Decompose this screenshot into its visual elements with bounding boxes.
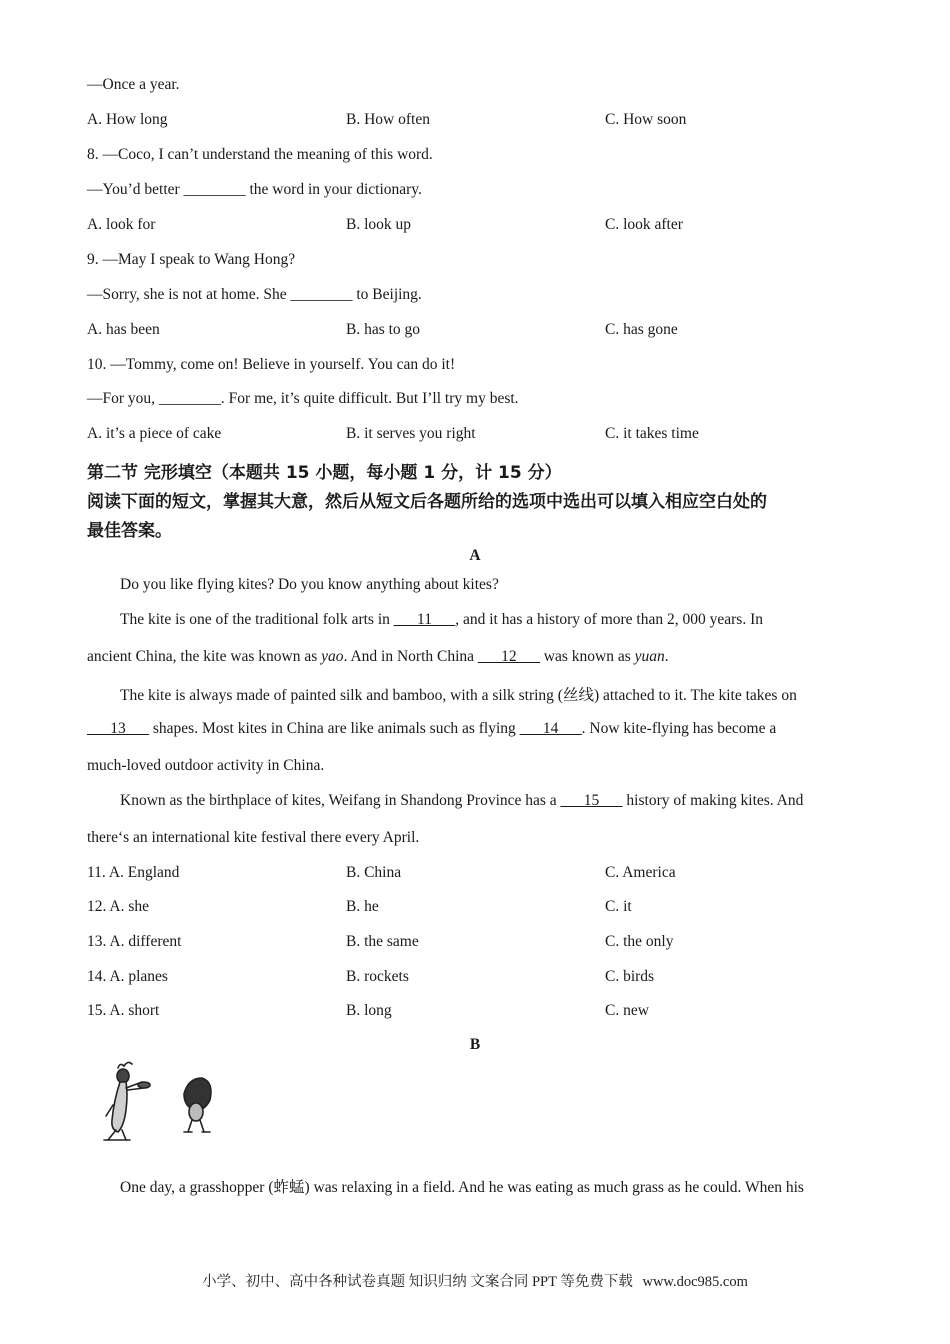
choice-11-c: C. America — [605, 864, 676, 881]
choice-14-a: 14. A. planes — [87, 968, 168, 985]
passage-a-p1: Do you like flying kites? Do you know anything about kites? — [120, 576, 499, 593]
choice-12-c: C. it — [605, 898, 632, 915]
q8-answer-line: —You’d better ________ the word in your dictionary. — [87, 181, 422, 198]
q10-question: 10. —Tommy, come on! Believe in yourself. You can do it! — [87, 356, 456, 373]
q8-option-b: B. look up — [346, 216, 412, 233]
passage-a-p3-line1: The kite is always made of painted silk and bamboo, with a silk string (丝线) attached to it. The kite takes on — [120, 687, 797, 704]
choice-15-b: B. long — [346, 1002, 392, 1019]
q10-answer-line: —For you, ________. For me, it’s quite difficult. But I’ll try my best. — [87, 390, 519, 407]
passage-a-p2-line1 — [120, 611, 763, 629]
q10-option-c: C. it takes time — [605, 425, 699, 442]
q7-option-a: A. How long — [87, 111, 168, 128]
text: , and it has a history of more than 2, 000 years. In — [455, 611, 763, 628]
choice-12-a: 12. A. she — [87, 898, 149, 915]
text: ancient China, the kite was known as — [87, 648, 322, 665]
q10-option-b: B. it serves you right — [346, 425, 476, 442]
passage-a-p4-line1 — [120, 792, 803, 810]
text: history of making kites. And — [622, 792, 804, 809]
blank-11: ___11___ — [393, 611, 456, 628]
choice-13-a: 13. A. different — [87, 933, 182, 950]
q9-option-b: B. has to go — [346, 321, 421, 338]
passage-a-p4-line2: there‘s an international kite festival there every April. — [87, 829, 420, 846]
text: Known as the birthplace of kites, Weifang in Shandong Province has a — [120, 792, 561, 809]
section-instruction-2: 最佳答案。 — [87, 521, 172, 541]
choice-15-c: C. new — [605, 1002, 649, 1019]
choice-11-a: 11. A. England — [87, 864, 180, 881]
q9-option-a: A. has been — [87, 321, 160, 338]
choice-14-c: C. birds — [605, 968, 655, 985]
q9-question: 9. —May I speak to Wang Hong? — [87, 251, 296, 268]
section-instruction-1: 阅读下面的短文，掌握其大意，然后从短文后各题所给的选项中选出可以填入相应空白处的 — [87, 492, 767, 512]
q8-option-a: A. look for — [87, 216, 156, 233]
page-footer — [0, 1270, 950, 1291]
section-heading: 第二节 完形填空（本题共 15 小题，每小题 1 分，计 15 分） — [87, 463, 562, 483]
text: . And in North China — [343, 648, 478, 665]
passage-a-p3-line2 — [87, 720, 776, 738]
blank-15: ___15___ — [560, 792, 623, 809]
blank-12: ___12___ — [477, 648, 540, 665]
q8-question: 8. —Coco, I can’t understand the meaning of this word. — [87, 146, 433, 163]
grasshopper-ant-illustration — [98, 1060, 218, 1144]
text: shapes. Most kites in China are like animals such as flying — [149, 720, 520, 737]
passage-b-label: B — [469, 1036, 481, 1053]
choice-13-c: C. the only — [605, 933, 674, 950]
word-yao: yao — [321, 648, 344, 665]
choice-11-b: B. China — [346, 864, 402, 881]
choice-12-b: B. he — [346, 898, 379, 915]
passage-a-p3-line3: much-loved outdoor activity in China. — [87, 757, 325, 774]
blank-14: ___14___ — [519, 720, 582, 737]
ant-figure — [184, 1078, 211, 1132]
q8-option-c: C. look after — [605, 216, 683, 233]
footer-url[interactable]: www.doc985.com — [642, 1274, 748, 1290]
passage-a-p2-line2 — [87, 648, 669, 666]
text: The kite is one of the traditional folk arts in — [120, 611, 394, 628]
passage-a-label: A — [469, 547, 481, 564]
q9-answer-line: —Sorry, she is not at home. She ________ to Beijing. — [87, 286, 422, 303]
text: was known as — [539, 648, 635, 665]
q7-option-b: B. How often — [346, 111, 430, 128]
word-yuan: yuan — [634, 648, 665, 665]
text: . — [664, 648, 669, 665]
footer-text: 小学、初中、高中各种试卷真题 知识归纳 文案合同 PPT 等免费下载 — [202, 1274, 633, 1290]
choice-13-b: B. the same — [346, 933, 419, 950]
grasshopper-figure — [104, 1062, 150, 1140]
q7-option-c: C. How soon — [605, 111, 687, 128]
q9-option-c: C. has gone — [605, 321, 678, 338]
q7-answer-line: —Once a year. — [87, 76, 180, 93]
q10-option-a: A. it’s a piece of cake — [87, 425, 222, 442]
choice-15-a: 15. A. short — [87, 1002, 160, 1019]
choice-14-b: B. rockets — [346, 968, 409, 985]
text: . Now kite-flying has become a — [581, 720, 777, 737]
passage-b-p1: One day, a grasshopper (蚱蜢) was relaxing in a field. And he was eating as much grass as he could. When his — [120, 1179, 804, 1196]
blank-13: ___13___ — [87, 720, 149, 737]
